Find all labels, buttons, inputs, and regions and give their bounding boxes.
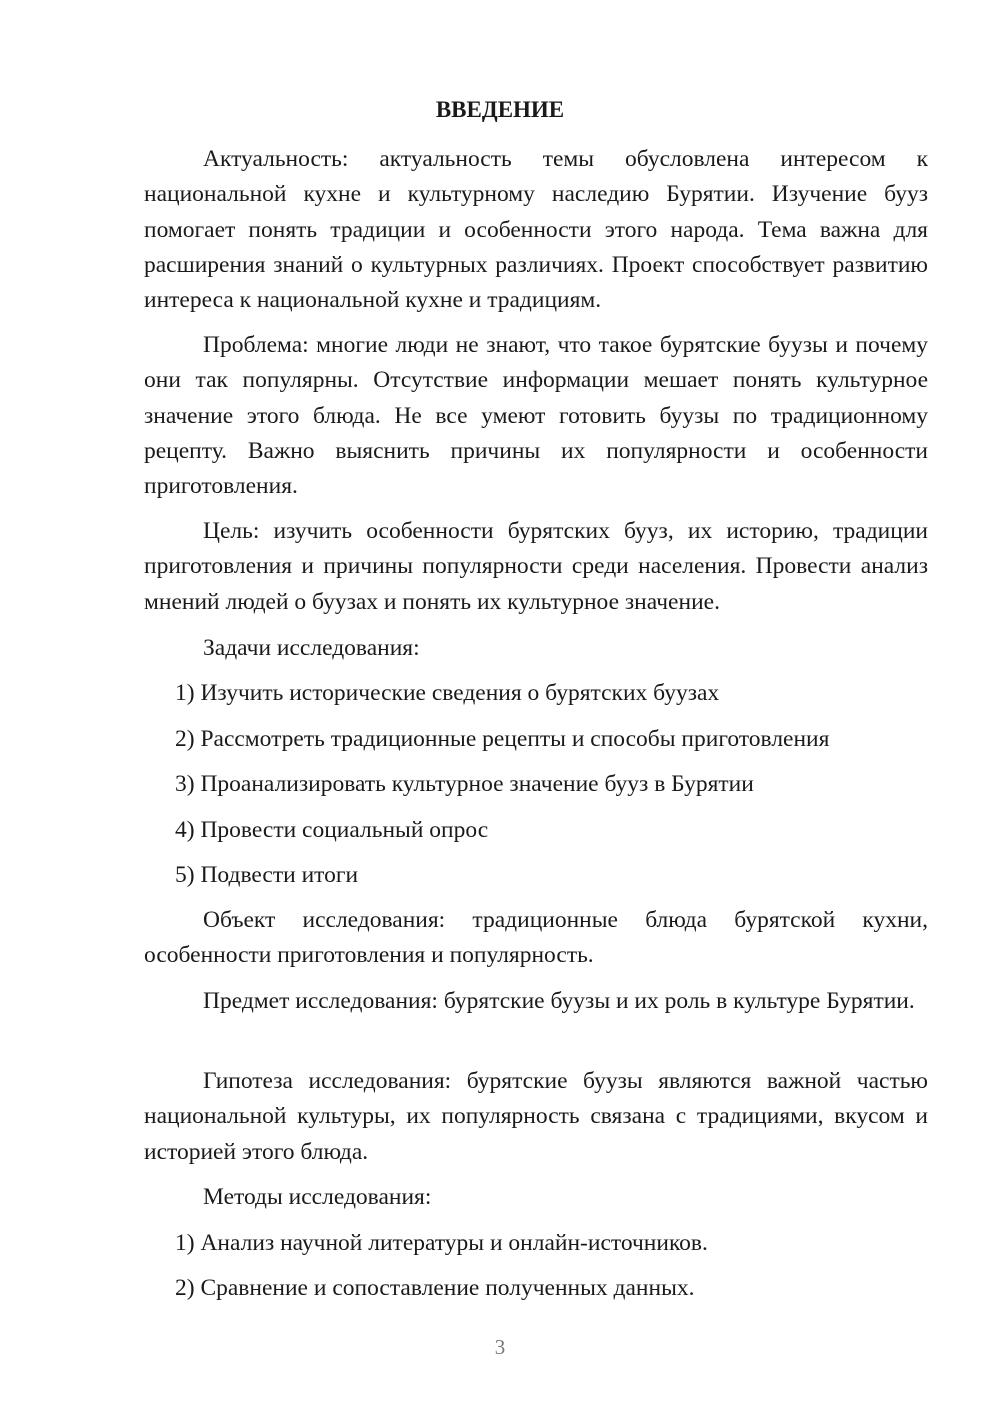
tasks-heading: Задачи исследования:: [203, 635, 420, 661]
relevance-paragraph: [144, 142, 928, 318]
page-number: 3: [494, 1335, 506, 1359]
relevance-text: Актуальность: актуальность темы обусловлена интересом к национальной кухне и культурному наследию Бурятии. Изучение бууз помогает понять традиции и особенности этого народа. Тема важна для расширения знаний о культурных различиях. Проект способствует развитию интереса к национальной кухне и традициям.: [144, 146, 928, 314]
object-text: Объект исследования: традиционные блюда бурятской кухни, особенности приготовления и популярность.: [144, 907, 928, 969]
task-item-4: 4) Провести социальный опрос: [175, 817, 489, 843]
hypothesis-text: Гипотеза исследования: бурятские буузы являются важной частью национальной культуры, их популярность связана с традициями, вкусом и историей этого блюда.: [144, 1068, 928, 1165]
page-title: ВВЕДЕНИЕ: [435, 97, 565, 122]
problem-paragraph: [144, 328, 928, 504]
object-paragraph: [144, 903, 928, 974]
method-item-1: 1) Анализ научной литературы и онлайн-источников.: [175, 1230, 708, 1256]
task-item-3: 3) Проанализировать культурное значение бууз в Бурятии: [175, 771, 754, 797]
method-item-2: 2) Сравнение и сопоставление полученных данных.: [175, 1275, 695, 1301]
subject-paragraph: [144, 984, 928, 1019]
problem-text: Проблема: многие люди не знают, что такое бурятские буузы и почему они так популярны. Отсутствие информации мешает понять культурное значение этого блюда. Не все умеют готовить буузы по традиционному рецепту. Важно выяснить причины их популярности и особенности приготовления.: [144, 332, 928, 500]
goal-text: Цель: изучить особенности бурятских бууз, их историю, традиции приготовления и причины популярности среди населения. Провести анализ мнений людей о буузах и понять их культурное значение.: [144, 518, 928, 615]
methods-heading: Методы исследования:: [203, 1184, 432, 1210]
subject-text: Предмет исследования: бурятские буузы и их роль в культуре Бурятии.: [203, 988, 915, 1014]
hypothesis-paragraph: [144, 1064, 928, 1170]
task-item-2: 2) Рассмотреть традиционные рецепты и способы приготовления: [175, 726, 830, 752]
task-item-5: 5) Подвести итоги: [175, 862, 359, 888]
task-item-1: 1) Изучить исторические сведения о бурятских буузах: [175, 680, 720, 706]
goal-paragraph: [144, 514, 928, 620]
